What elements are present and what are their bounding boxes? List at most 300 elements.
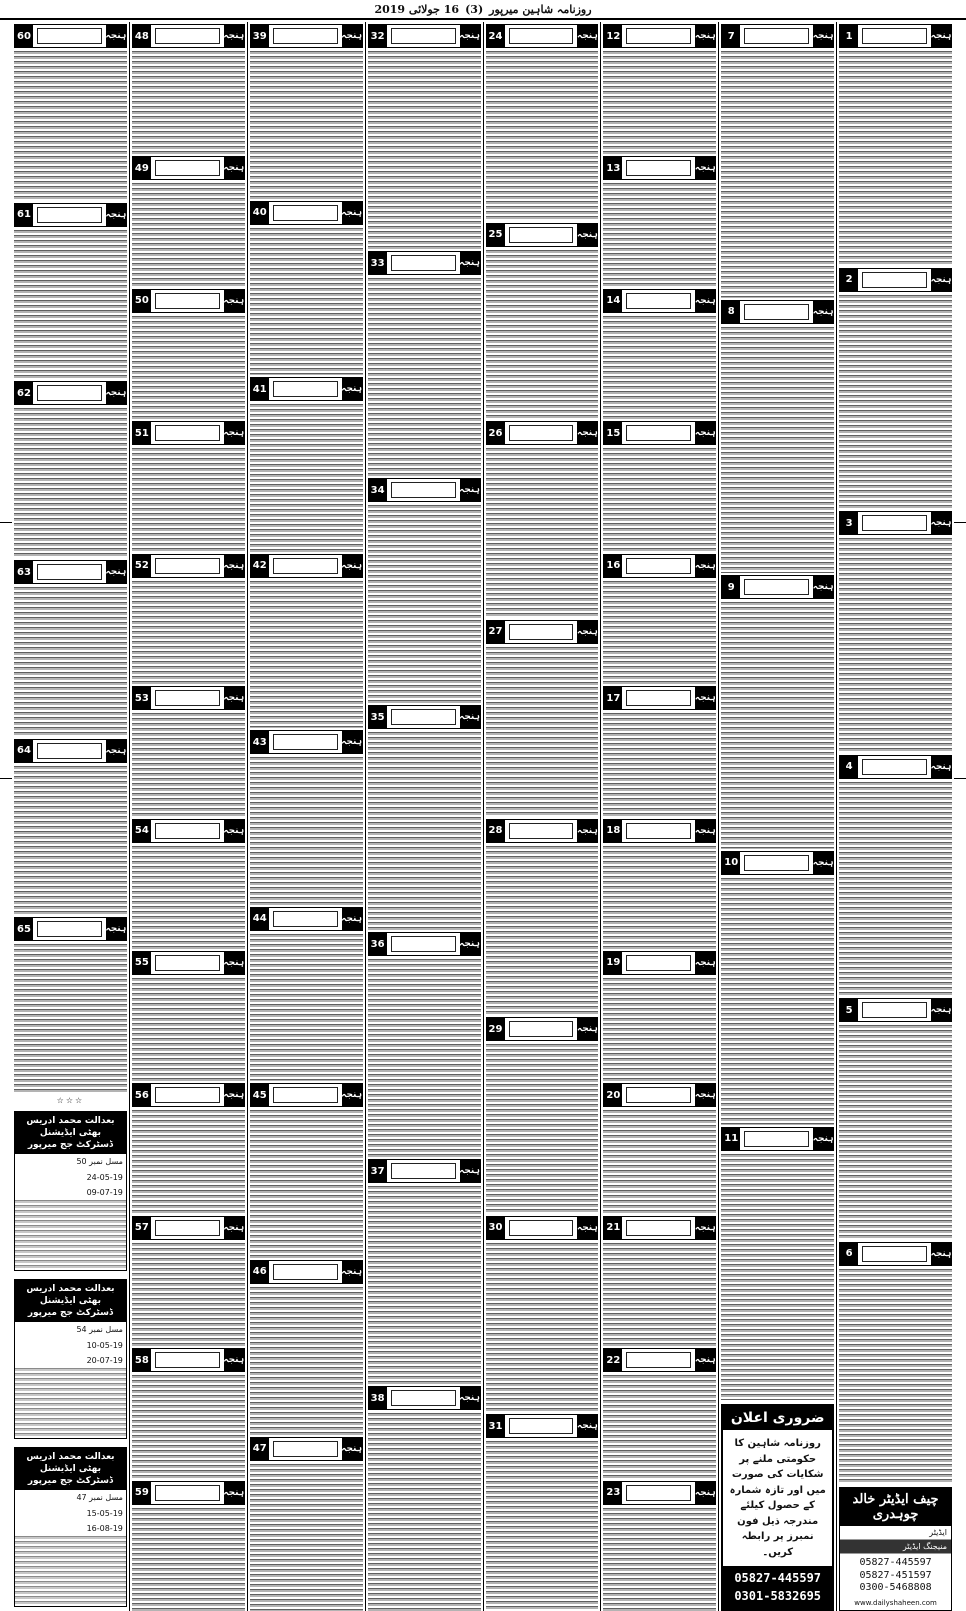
notice-header (250, 377, 363, 401)
notice-label: ہنجہ (224, 1084, 244, 1106)
notice-header (603, 1083, 716, 1107)
notice-header (839, 1242, 952, 1266)
notice (368, 930, 481, 1157)
notice-title-box (155, 558, 220, 574)
urgent-phones (723, 1566, 832, 1609)
notice-label: ہنجہ (224, 952, 244, 974)
notice-title-box (862, 28, 927, 44)
star-mark: ☆ (56, 1096, 66, 1106)
notice (250, 199, 363, 376)
notice-body-text (132, 713, 245, 816)
notice-title-box (155, 425, 220, 441)
notice-title-box (626, 1352, 691, 1368)
notice-number: 52 (133, 555, 151, 577)
notice-number: 4 (840, 756, 858, 778)
notice-header (603, 24, 716, 48)
notice-header (14, 24, 127, 48)
notice-header (603, 951, 716, 975)
text-lines (368, 51, 481, 249)
notice-title-box (273, 558, 338, 574)
notice (14, 915, 127, 1094)
notice-label: ہنجہ (695, 1349, 715, 1371)
notice-title-box (509, 1220, 574, 1236)
notice-number: 2 (840, 269, 858, 291)
chief-editor-name: خالد چوہدری (852, 1492, 919, 1523)
notice-title-box (744, 28, 809, 44)
notice-body-text (250, 934, 363, 1082)
notice-number: 26 (487, 422, 505, 444)
crop-mark (0, 522, 12, 523)
notice (368, 249, 481, 476)
notice-label: ہنجہ (577, 224, 597, 246)
notice-number: 65 (15, 918, 33, 940)
notice-number: 30 (487, 1217, 505, 1239)
notice-number: 36 (369, 933, 387, 955)
notice-title-box (155, 1220, 220, 1236)
text-lines (132, 183, 245, 286)
notice-number: 49 (133, 157, 151, 179)
notice-body-text (839, 538, 952, 753)
notice-number: 50 (133, 290, 151, 312)
text-lines (132, 581, 245, 684)
page-number: (3) (465, 2, 484, 16)
court-case-number: مسل نمبر 50 (76, 1157, 123, 1167)
text-lines (839, 782, 952, 997)
notice (486, 817, 599, 1016)
notice-header (839, 998, 952, 1022)
notice-body-text (603, 581, 716, 684)
notice-header (721, 851, 834, 875)
notice-body-text (603, 713, 716, 816)
text-lines (721, 602, 834, 849)
urgent-notice (721, 1404, 834, 1611)
notice-label: ہنجہ (106, 204, 126, 226)
text-lines (603, 1375, 716, 1478)
notice-body-text (14, 944, 127, 1094)
notice-number: 32 (369, 25, 387, 47)
notice-label: ہنجہ (813, 25, 833, 47)
notice-header (603, 156, 716, 180)
notice-header (14, 917, 127, 941)
chief-editor-label: چیف ایڈیٹر (879, 1492, 939, 1508)
notice (603, 287, 716, 419)
phone-1: 05827-445597 (859, 1557, 932, 1569)
text-lines (14, 944, 127, 1094)
notice (721, 849, 834, 1125)
urgent-body: روزنامہ شاہین کا حکومتی ملنے پر شکایات کی صورت میں اور تازہ شمارہ کے حصول کیلئے مندرجہ ذیل فون نمبرز پر رابطہ کریں۔ (729, 1438, 826, 1558)
notice-header (132, 686, 245, 710)
text-lines (486, 51, 599, 221)
notice-title-box (273, 28, 338, 44)
court-notice (14, 1111, 127, 1271)
notice-columns (12, 22, 954, 1611)
column-7 (129, 22, 247, 1611)
text-lines (368, 505, 481, 703)
notice-title-box (626, 160, 691, 176)
notice-header (721, 575, 834, 599)
notice-title-box (155, 1352, 220, 1368)
notice-header (486, 1216, 599, 1240)
notice (14, 22, 127, 201)
notice (132, 949, 245, 1081)
text-lines (132, 1508, 245, 1611)
text-lines (839, 1269, 952, 1484)
phone-2: 05827-451597 (859, 1569, 932, 1581)
notice-number: 60 (15, 25, 33, 47)
notice-header (486, 819, 599, 843)
notice-label: ہنجہ (931, 512, 951, 534)
text-lines (132, 713, 245, 816)
notice (839, 996, 952, 1240)
notice-body-text (368, 1186, 481, 1384)
notice-number: 51 (133, 422, 151, 444)
notice-number: 35 (369, 706, 387, 728)
notice-header (250, 554, 363, 578)
notice-title-box (862, 1002, 927, 1018)
notice-label: ہنجہ (342, 378, 362, 400)
notice-title-box (509, 624, 574, 640)
notice-title-box (626, 28, 691, 44)
notice-label: ہنجہ (695, 1482, 715, 1504)
notice-body-text (839, 295, 952, 510)
notice-header (250, 1260, 363, 1284)
notice-body-text (132, 846, 245, 949)
notice-header (721, 300, 834, 324)
notice (486, 22, 599, 221)
notice-header (250, 24, 363, 48)
notice-number: 15 (604, 422, 622, 444)
notice-label: ہنجہ (224, 687, 244, 709)
notice (132, 1214, 245, 1346)
text-lines (250, 1287, 363, 1435)
notice-label: ہنجہ (577, 25, 597, 47)
court-date-1: 10-05-19 (86, 1340, 123, 1350)
notice-number: 38 (369, 1387, 387, 1409)
notice (132, 419, 245, 551)
notice-number: 46 (251, 1261, 269, 1283)
notice-header (603, 421, 716, 445)
notice-body-text (368, 732, 481, 930)
date-day: 16 (443, 2, 460, 16)
notice-body-text (132, 51, 245, 154)
notice-header (603, 1216, 716, 1240)
text-lines (132, 316, 245, 419)
notice-label: ہنجہ (460, 706, 480, 728)
notice-body-text (721, 1154, 834, 1401)
notice-header (132, 1348, 245, 1372)
notice-title-box (273, 734, 338, 750)
notice-title-box (509, 227, 574, 243)
notice (250, 1081, 363, 1258)
court-notice-body (15, 1200, 126, 1270)
column-4 (483, 22, 601, 1611)
notice (603, 1479, 716, 1611)
notice-title-box (391, 1390, 456, 1406)
notice-header (250, 730, 363, 754)
notice (839, 753, 952, 997)
text-lines (603, 448, 716, 551)
text-lines (721, 1154, 834, 1401)
notice-label: ہنجہ (577, 1018, 597, 1040)
notice (603, 552, 716, 684)
text-lines (839, 538, 952, 753)
notice-label: ہنجہ (106, 25, 126, 47)
notice-header (486, 1414, 599, 1438)
text-lines (132, 1110, 245, 1213)
notice-title-box (155, 823, 220, 839)
text-lines (250, 1464, 363, 1611)
text-lines (250, 1110, 363, 1258)
notice-label: ہنجہ (931, 25, 951, 47)
notice-header (132, 951, 245, 975)
text-lines (486, 1044, 599, 1214)
notice (603, 1346, 716, 1478)
notice (132, 1346, 245, 1478)
notice-body-text (368, 1413, 481, 1611)
notice-body-text (132, 978, 245, 1081)
text-lines (250, 581, 363, 729)
notice (14, 201, 127, 380)
notice-body-text (132, 183, 245, 286)
court-date-1: 24-05-19 (86, 1172, 123, 1182)
notice-header (839, 755, 952, 779)
notice-title-box (626, 955, 691, 971)
date-year: 2019 (374, 2, 406, 16)
notice-number: 21 (604, 1217, 622, 1239)
notice-label: ہنجہ (460, 1160, 480, 1182)
notice-number: 20 (604, 1084, 622, 1106)
notice-number: 37 (369, 1160, 387, 1182)
text-lines (250, 228, 363, 376)
notice-title-box (744, 304, 809, 320)
notice-title-box (509, 28, 574, 44)
text-lines (132, 846, 245, 949)
notice-label: ہنجہ (106, 918, 126, 940)
notice-number: 54 (133, 820, 151, 842)
notice-header (603, 554, 716, 578)
text-lines (368, 278, 481, 476)
text-lines (603, 581, 716, 684)
notice-body-text (250, 51, 363, 199)
phone-3: 0300-5468808 (859, 1582, 932, 1594)
text-lines (250, 404, 363, 552)
court-subtitle: ڈسٹرکٹ جج میرپور (27, 1476, 114, 1487)
notice-body-text (368, 505, 481, 703)
text-lines (486, 1441, 599, 1611)
text-lines (603, 1508, 716, 1611)
notice-body-text (603, 183, 716, 286)
notice-label: ہنجہ (695, 555, 715, 577)
notice-number: 11 (722, 1128, 740, 1150)
notice-header (368, 1159, 481, 1183)
notice-body-text (603, 1243, 716, 1346)
notice-number: 18 (604, 820, 622, 842)
notice-number: 25 (487, 224, 505, 246)
column-2 (718, 22, 836, 1611)
notice-title-box (37, 921, 102, 937)
notice-body-text (603, 1110, 716, 1213)
notice-header (250, 1083, 363, 1107)
notice-title-box (391, 28, 456, 44)
notice-body-text (250, 1287, 363, 1435)
notice-label: ہنجہ (931, 269, 951, 291)
notice-header (132, 1083, 245, 1107)
notice-title-box (155, 160, 220, 176)
notice-label: ہنجہ (342, 1438, 362, 1460)
notice-number: 22 (604, 1349, 622, 1371)
urgent-phone-1: 05827-445597 (734, 1571, 822, 1586)
notice-label: ہنجہ (342, 1261, 362, 1283)
text-lines (15, 1200, 126, 1270)
notice-label: ہنجہ (106, 561, 126, 583)
notice-title-box (155, 28, 220, 44)
notice-body-text (603, 448, 716, 551)
court-title: بعدالت محمد ادریس بھٹی ایڈیشنل (26, 1452, 115, 1475)
notice-title-box (273, 1087, 338, 1103)
star-mark: ☆ (75, 1096, 85, 1106)
notice-body-text (132, 1243, 245, 1346)
notice-label: ہنجہ (695, 1217, 715, 1239)
notice-label: ہنجہ (695, 157, 715, 179)
notice-title-box (273, 1264, 338, 1280)
notice-header (250, 201, 363, 225)
notice-body-text (132, 581, 245, 684)
notice-title-box (273, 205, 338, 221)
text-lines (250, 51, 363, 199)
notice (132, 1081, 245, 1213)
notice (250, 1435, 363, 1611)
text-lines (14, 230, 127, 380)
notice (132, 287, 245, 419)
website-link[interactable]: www.dailyshaheen.com (854, 1598, 937, 1607)
notice-body-text (250, 404, 363, 552)
text-lines (839, 1025, 952, 1240)
notice-number: 34 (369, 479, 387, 501)
notice-number: 16 (604, 555, 622, 577)
notice-label: ہنجہ (695, 1084, 715, 1106)
notice-body-text (250, 581, 363, 729)
notice (250, 905, 363, 1082)
notice (486, 1214, 599, 1413)
notice-body-text (250, 1110, 363, 1258)
notice-label: ہنجہ (224, 25, 244, 47)
notice-title-box (744, 1131, 809, 1147)
notice-body-text (368, 278, 481, 476)
text-lines (603, 183, 716, 286)
notice-number: 24 (487, 25, 505, 47)
notice-label: ہنجہ (577, 621, 597, 643)
notice (368, 476, 481, 703)
notice-title-box (37, 743, 102, 759)
notice-number: 27 (487, 621, 505, 643)
notice (839, 509, 952, 753)
column-3 (600, 22, 718, 1611)
notice-body-text (368, 51, 481, 249)
notice-body-text (603, 978, 716, 1081)
crop-mark (0, 778, 12, 779)
editor-row: ایڈیٹر (840, 1526, 951, 1540)
notice-number: 39 (251, 25, 269, 47)
urgent-phone-2: 0301-5832695 (734, 1588, 822, 1603)
notice (14, 737, 127, 916)
court-notice-header (15, 1448, 126, 1490)
notice-body-text (486, 1044, 599, 1214)
text-lines (15, 1368, 126, 1438)
court-date-2: 09-07-19 (86, 1187, 123, 1197)
notice-body-text (603, 846, 716, 949)
notice-number: 9 (722, 576, 740, 598)
notice-header (368, 932, 481, 956)
notice-header (14, 560, 127, 584)
notice-label: ہنجہ (342, 908, 362, 930)
notice-number: 12 (604, 25, 622, 47)
notice-header (486, 620, 599, 644)
notice-label: ہنجہ (577, 422, 597, 444)
notice-header (368, 705, 481, 729)
notice (132, 22, 245, 154)
notice-body-text (486, 51, 599, 221)
notice (721, 298, 834, 574)
notice-number: 41 (251, 378, 269, 400)
notice-header (132, 24, 245, 48)
court-title: بعدالت محمد ادریس بھٹی ایڈیشنل (26, 1284, 115, 1307)
court-notice-header (15, 1112, 126, 1154)
notice-label: ہنجہ (224, 157, 244, 179)
notice-body-text (486, 846, 599, 1016)
court-case-number: مسل نمبر 54 (76, 1325, 123, 1335)
notice-label: ہنجہ (695, 952, 715, 974)
notice-title-box (862, 272, 927, 288)
notice-number: 45 (251, 1084, 269, 1106)
notice-number: 10 (722, 852, 740, 874)
notice-body-text (721, 602, 834, 849)
text-lines (368, 1186, 481, 1384)
court-notice (14, 1279, 127, 1439)
notice-label: ہنجہ (342, 202, 362, 224)
notice-body-text (132, 316, 245, 419)
notice-number: 42 (251, 555, 269, 577)
notice-header (14, 739, 127, 763)
text-lines (486, 250, 599, 420)
notice-label: ہنجہ (224, 290, 244, 312)
notice (721, 22, 834, 298)
notice-title-box (155, 690, 220, 706)
notice-header (368, 1386, 481, 1410)
notice-number: 17 (604, 687, 622, 709)
notice-label: ہنجہ (224, 1349, 244, 1371)
notice-title-box (391, 255, 456, 271)
notice (368, 22, 481, 249)
notice-body-text (486, 1441, 599, 1611)
notice-header (368, 478, 481, 502)
notice-number: 28 (487, 820, 505, 842)
star-mark: ☆ (65, 1096, 76, 1106)
date-month: جولائی (408, 2, 440, 16)
text-lines (14, 587, 127, 737)
notice-label: ہنجہ (695, 290, 715, 312)
notice-title-box (509, 1021, 574, 1037)
notice-header (14, 381, 127, 405)
notice-body-text (603, 51, 716, 154)
text-lines (486, 1243, 599, 1413)
notice (132, 684, 245, 816)
column-1 (836, 22, 954, 1611)
court-date-1: 15-05-19 (86, 1508, 123, 1518)
notice (250, 375, 363, 552)
notice-number: 61 (15, 204, 33, 226)
notice-title-box (626, 293, 691, 309)
notice-body-text (250, 757, 363, 905)
